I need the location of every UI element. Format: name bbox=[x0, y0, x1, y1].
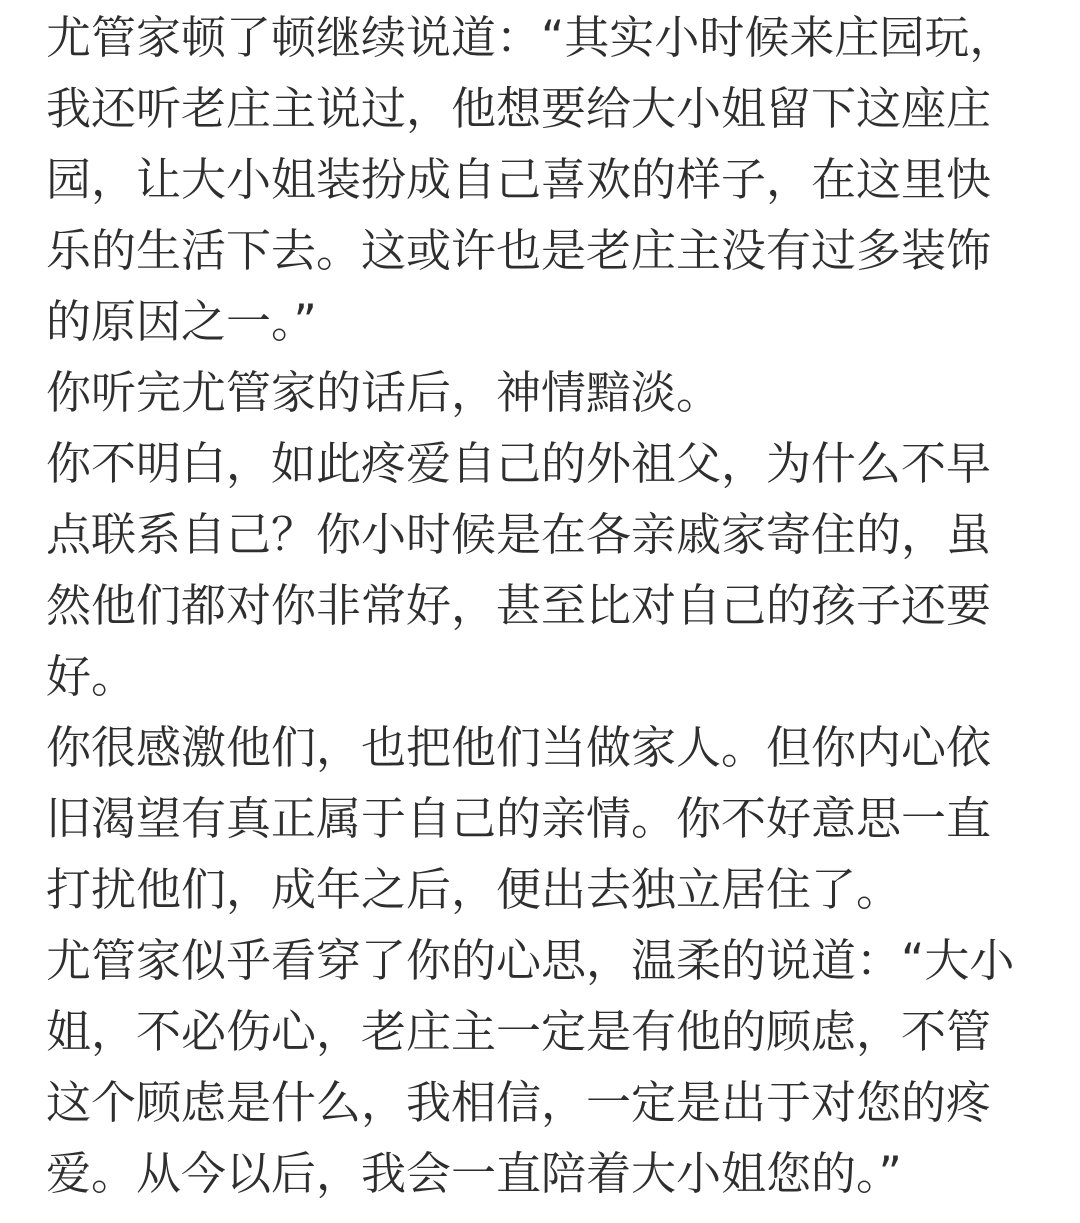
text-line: 尤管家似乎看穿了你的心思，温柔的说道：“大小 bbox=[46, 934, 1015, 987]
text-line: 乐的生活下去。这或许也是老庄主没有过多装饰 bbox=[46, 224, 992, 277]
text-line: 尤管家顿了顿继续说道：“其实小时候来庄园玩， bbox=[46, 11, 1015, 64]
text-line: 打扰他们，成年之后，便出去独立居住了。 bbox=[46, 863, 902, 916]
text-line: 你不明白，如此疼爱自己的外祖父，为什么不早 bbox=[46, 437, 992, 490]
text-line: 你听完尤管家的话后，神情黯淡。 bbox=[46, 366, 722, 419]
text-line: 好。 bbox=[46, 650, 137, 703]
text-line: 旧渴望有真正属于自己的亲情。你不好意思一直 bbox=[46, 792, 992, 845]
text-line: 然他们都对你非常好，甚至比对自己的孩子还要 bbox=[46, 579, 992, 632]
text-line: 的原因之一。” bbox=[46, 295, 317, 348]
text-line: 你很感激他们，也把他们当做家人。但你内心依 bbox=[46, 721, 992, 774]
text-line: 我还听老庄主说过，他想要给大小姐留下这座庄 bbox=[46, 82, 992, 135]
text-line: 点联系自己？你小时候是在各亲戚家寄住的，虽 bbox=[46, 508, 992, 561]
text-line: 园，让大小姐装扮成自己喜欢的样子，在这里快 bbox=[46, 153, 992, 206]
text-line: 姐，不必伤心，老庄主一定是有他的顾虑，不管 bbox=[46, 1005, 992, 1058]
text-line: 这个顾虑是什么，我相信，一定是出于对您的疼 bbox=[46, 1076, 992, 1129]
text-line: 爱。从今以后，我会一直陪着大小姐您的。” bbox=[46, 1147, 902, 1200]
